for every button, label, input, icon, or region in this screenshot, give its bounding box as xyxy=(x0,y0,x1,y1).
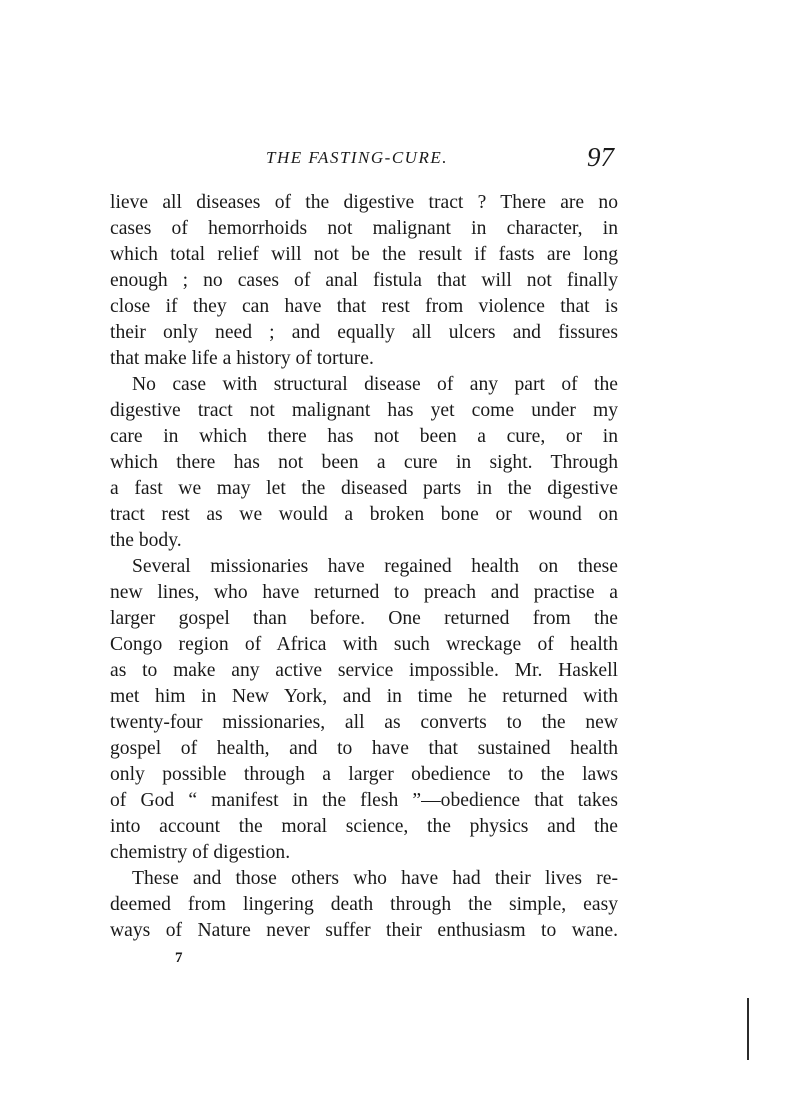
text-line: Several missionaries have regained health on these xyxy=(132,556,618,577)
running-head xyxy=(110,144,618,178)
body-text xyxy=(110,190,618,944)
text-line: twenty-four missionaries, all as converts to the new xyxy=(110,712,618,733)
text-line: No case with structural disease of any part of the xyxy=(132,374,618,395)
text-line: which total relief will not be the result if fasts are long xyxy=(110,244,618,265)
text-line: lieve all diseases of the digestive tract ? There are no xyxy=(110,192,618,213)
text-line: that make life a history of torture. xyxy=(110,348,374,369)
text-line: only possible through a larger obedience to the laws xyxy=(110,764,618,785)
text-line: ways of Nature never suffer their enthusiasm to wane. xyxy=(110,920,618,941)
signature-mark: 7 xyxy=(175,950,183,966)
running-title: THE FASTING-CURE. xyxy=(266,148,448,167)
text-line: enough ; no cases of anal fistula that will not finally xyxy=(110,270,618,291)
text-line: cases of hemorrhoids not malignant in character, in xyxy=(110,218,618,239)
text-line: gospel of health, and to have that sustained health xyxy=(110,738,618,759)
text-line: care in which there has not been a cure, or in xyxy=(110,426,618,447)
page-edge-rule xyxy=(747,998,749,1060)
text-line: into account the moral science, the physics and the xyxy=(110,816,618,837)
text-line: new lines, who have returned to preach and practise a xyxy=(110,582,618,603)
text-line: digestive tract not malignant has yet come under my xyxy=(110,400,618,421)
text-line: the body. xyxy=(110,530,182,551)
text-line: their only need ; and equally all ulcers and fissures xyxy=(110,322,618,343)
text-line: met him in New York, and in time he returned with xyxy=(110,686,618,707)
text-line: chemistry of digestion. xyxy=(110,842,291,863)
text-line: deemed from lingering death through the simple, easy xyxy=(110,894,618,915)
text-line: These and those others who have had their lives re- xyxy=(132,868,618,889)
text-line: Congo region of Africa with such wreckage of health xyxy=(110,634,618,655)
text-line: a fast we may let the diseased parts in the digestive xyxy=(110,478,618,499)
text-line: which there has not been a cure in sight. Through xyxy=(110,452,618,473)
text-line: as to make any active service impossible. Mr. Haskell xyxy=(110,660,618,681)
text-line: close if they can have that rest from violence that is xyxy=(110,296,618,317)
text-line: of God “ manifest in the flesh ”—obedience that takes xyxy=(110,790,618,811)
page-number: 97 xyxy=(587,142,614,172)
text-line: tract rest as we would a broken bone or wound on xyxy=(110,504,618,525)
text-line: larger gospel than before. One returned from the xyxy=(110,608,618,629)
